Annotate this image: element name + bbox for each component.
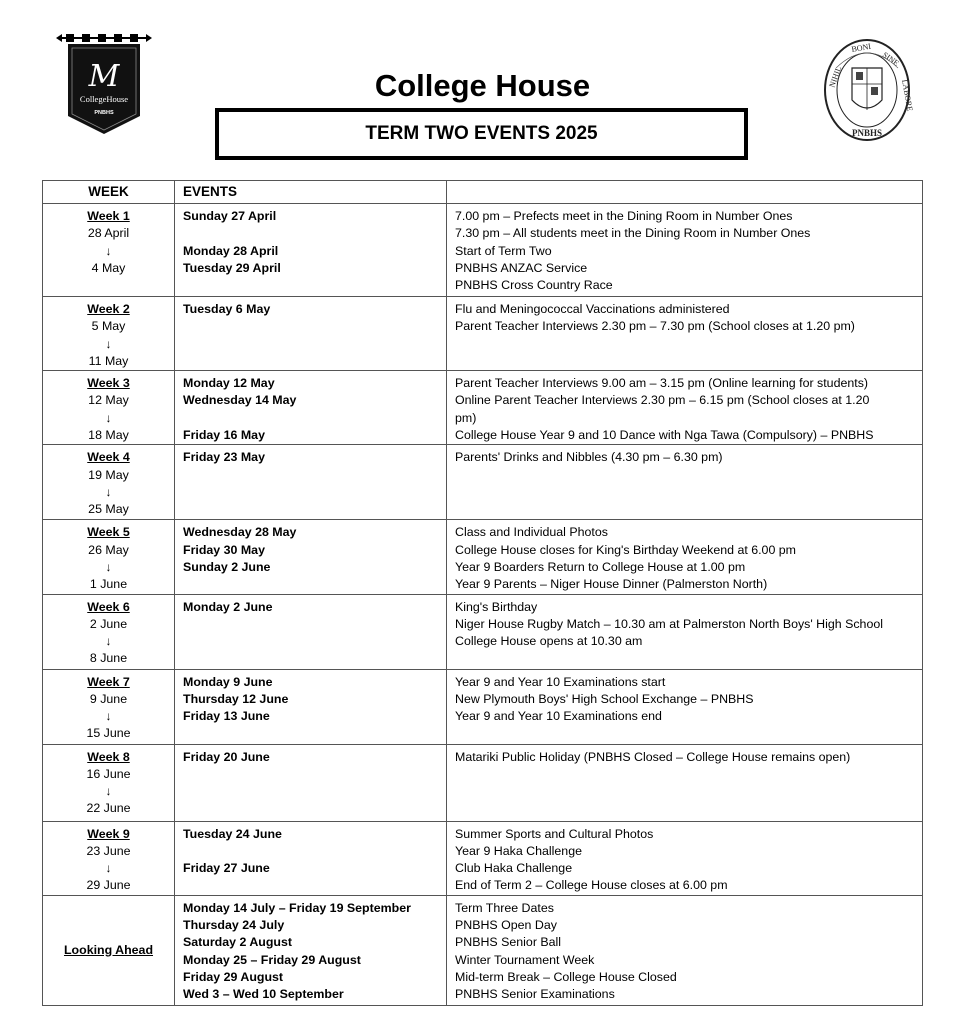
event-date: Friday 23 May xyxy=(183,450,265,465)
table-row xyxy=(43,744,923,821)
event-date: Wednesday 14 May xyxy=(183,393,297,408)
details-cell xyxy=(447,297,923,371)
event-detail: pm) xyxy=(455,410,477,425)
week-end-date: 22 June xyxy=(86,801,131,816)
event-detail: Summer Sports and Cultural Photos xyxy=(455,826,654,841)
week-end-date: 4 May xyxy=(91,260,126,275)
week-end-date: 25 May xyxy=(88,502,129,517)
week-start-date: 12 May xyxy=(88,393,129,408)
event-date: Monday 9 June xyxy=(183,674,273,689)
event-date: Friday 16 May xyxy=(183,428,265,443)
week-label: Week 4 xyxy=(87,450,130,465)
details-cell xyxy=(447,520,923,594)
week-start-date: 2 June xyxy=(89,616,128,631)
event-detail: College House opens at 10.30 am xyxy=(455,634,643,649)
event-date: Friday 20 June xyxy=(183,749,270,764)
event-detail: Club Haka Challenge xyxy=(455,861,573,876)
week-end-date: 18 May xyxy=(88,428,129,443)
event-detail: New Plymouth Boys' High School Exchange – PNBHS xyxy=(455,691,754,706)
event-detail: Year 9 Haka Challenge xyxy=(455,843,582,858)
event-detail: PNBHS Open Day xyxy=(455,918,557,933)
event-detail: Winter Tournament Week xyxy=(455,952,595,967)
week-end-date: 15 June xyxy=(86,726,131,741)
event-detail: Parent Teacher Interviews 2.30 pm – 7.30 pm (School closes at 1.20 pm) xyxy=(455,319,855,334)
event-date xyxy=(183,318,446,335)
down-arrow-icon: ↓ xyxy=(105,709,112,724)
event-detail: 7.30 pm – All students meet in the Dining Room in Number Ones xyxy=(455,226,811,241)
event-detail: Matariki Public Holiday (PNBHS Closed – College House remains open) xyxy=(455,749,851,764)
event-date xyxy=(183,576,446,593)
event-date xyxy=(183,843,446,860)
event-date: Monday 2 June xyxy=(183,599,273,614)
event-detail: Online Parent Teacher Interviews 2.30 pm – 6.15 pm (School closes at 1.20 xyxy=(455,393,870,408)
details-cell xyxy=(447,821,923,895)
week-cell xyxy=(43,821,175,895)
event-date: Saturday 2 August xyxy=(183,935,293,950)
week-start-date: 9 June xyxy=(89,691,128,706)
event-date: Friday 29 August xyxy=(183,969,284,984)
week-end-date: 11 May xyxy=(88,353,129,368)
event-date xyxy=(183,633,446,650)
event-detail: Class and Individual Photos xyxy=(455,525,608,540)
week-label: Week 3 xyxy=(87,376,130,391)
table-row xyxy=(43,445,923,520)
table-row xyxy=(43,371,923,445)
event-date: Friday 13 June xyxy=(183,709,270,724)
event-detail: College House closes for King's Birthday Weekend at 6.00 pm xyxy=(455,542,796,557)
week-cell xyxy=(43,371,175,445)
event-date: Friday 30 May xyxy=(183,542,265,557)
details-cell xyxy=(447,371,923,445)
event-date: Monday 14 July – Friday 19 September xyxy=(183,900,411,915)
week-cell xyxy=(43,204,175,297)
header-events: EVENTS xyxy=(175,181,447,204)
event-date: Wednesday 28 May xyxy=(183,525,297,540)
page-title: College House xyxy=(374,68,591,103)
week-cell xyxy=(43,445,175,520)
event-detail: Year 9 Boarders Return to College House at 1.00 pm xyxy=(455,559,746,574)
events-cell xyxy=(175,594,447,669)
event-date xyxy=(183,877,446,894)
event-date: Monday 25 – Friday 29 August xyxy=(183,952,361,967)
events-cell xyxy=(175,821,447,895)
week-label: Week 1 xyxy=(87,209,130,223)
svg-text:BONI: BONI xyxy=(850,41,872,54)
svg-text:SINE: SINE xyxy=(880,50,901,68)
event-date: Sunday 2 June xyxy=(183,559,271,574)
event-date: Sunday 27 April xyxy=(183,209,277,223)
down-arrow-icon: ↓ xyxy=(105,861,112,876)
week-start-date: 16 June xyxy=(86,766,131,781)
event-date: Tuesday 29 April xyxy=(183,260,281,275)
table-row xyxy=(43,821,923,895)
details-cell xyxy=(447,669,923,744)
week-label: Week 5 xyxy=(87,525,130,540)
event-detail: Year 9 and Year 10 Examinations start xyxy=(455,674,666,689)
event-detail: Parent Teacher Interviews 9.00 am – 3.15 pm (Online learning for students) xyxy=(455,376,869,391)
week-start-date: 19 May xyxy=(88,467,129,482)
header-week: WEEK xyxy=(43,181,175,204)
event-detail: PNBHS Senior Ball xyxy=(455,935,562,950)
down-arrow-icon: ↓ xyxy=(105,634,112,649)
looking-ahead-cell xyxy=(43,895,175,1005)
events-cell xyxy=(175,895,447,1005)
week-start-date: 5 May xyxy=(91,319,126,334)
week-end-date: 8 June xyxy=(89,651,128,666)
event-date xyxy=(183,277,446,294)
details-cell xyxy=(447,594,923,669)
week-cell xyxy=(43,520,175,594)
event-detail: PNBHS ANZAC Service xyxy=(455,260,588,275)
svg-text:M: M xyxy=(88,59,120,94)
event-date xyxy=(183,616,446,633)
week-cell xyxy=(43,594,175,669)
event-date: Tuesday 6 May xyxy=(183,302,271,316)
event-date: Friday 27 June xyxy=(183,861,270,876)
event-detail: Flu and Meningococcal Vaccinations administered xyxy=(455,302,730,316)
looking-ahead-label: Looking Ahead xyxy=(63,942,154,957)
week-label: Week 9 xyxy=(87,826,130,841)
week-cell xyxy=(43,297,175,371)
week-label: Week 2 xyxy=(87,302,130,316)
down-arrow-icon: ↓ xyxy=(105,243,112,258)
events-cell xyxy=(175,669,447,744)
events-cell xyxy=(175,204,447,297)
event-detail: End of Term 2 – College House closes at 6.00 pm xyxy=(455,878,728,893)
down-arrow-icon: ↓ xyxy=(105,784,112,799)
table-row xyxy=(43,594,923,669)
table-row-looking-ahead xyxy=(43,895,923,1005)
week-end-date: 29 June xyxy=(86,878,131,893)
down-arrow-icon: ↓ xyxy=(105,410,112,425)
event-date: Monday 28 April xyxy=(183,243,279,258)
week-end-date: 1 June xyxy=(89,577,128,592)
event-date: Thursday 24 July xyxy=(183,918,285,933)
event-detail: Start of Term Two xyxy=(455,243,552,258)
week-cell xyxy=(43,669,175,744)
header-details xyxy=(447,181,923,204)
week-label: Week 8 xyxy=(87,749,130,764)
events-cell xyxy=(175,520,447,594)
event-date xyxy=(183,410,446,427)
week-label: Week 7 xyxy=(87,674,130,689)
details-cell xyxy=(447,204,923,297)
week-start-date: 23 June xyxy=(86,843,131,858)
events-cell xyxy=(175,297,447,371)
event-detail: Niger House Rugby Match – 10.30 am at Palmerston North Boys' High School xyxy=(455,616,883,631)
down-arrow-icon: ↓ xyxy=(105,484,112,499)
event-detail: Year 9 and Year 10 Examinations end xyxy=(455,709,662,724)
event-date: Wed 3 – Wed 10 September xyxy=(183,987,344,1002)
week-start-date: 28 April xyxy=(87,226,130,241)
event-detail: Mid-term Break – College House Closed xyxy=(455,969,677,984)
events-cell xyxy=(175,371,447,445)
event-detail: PNBHS Senior Examinations xyxy=(455,987,615,1002)
event-detail: College House Year 9 and 10 Dance with Nga Tawa (Compulsory) – PNBHS xyxy=(455,428,874,443)
details-cell xyxy=(447,445,923,520)
event-detail: Year 9 Parents – Niger House Dinner (Palmerston North) xyxy=(455,577,768,592)
event-detail: 7.00 pm – Prefects meet in the Dining Room in Number Ones xyxy=(455,209,793,223)
table-row xyxy=(43,297,923,371)
down-arrow-icon: ↓ xyxy=(105,559,112,574)
events-cell xyxy=(175,445,447,520)
details-cell xyxy=(447,744,923,821)
table-row xyxy=(43,520,923,594)
week-label: Week 6 xyxy=(87,599,130,614)
down-arrow-icon: ↓ xyxy=(105,336,112,351)
week-cell xyxy=(43,744,175,821)
event-detail: King's Birthday xyxy=(455,599,538,614)
svg-text:NIHIL: NIHIL xyxy=(827,65,844,89)
table-row xyxy=(43,669,923,744)
details-cell xyxy=(447,895,923,1005)
event-date: Monday 12 May xyxy=(183,376,275,391)
page-subtitle: TERM TWO EVENTS 2025 xyxy=(215,108,748,160)
svg-text:PNBHS: PNBHS xyxy=(851,128,883,138)
event-date xyxy=(183,225,446,242)
table-header-row xyxy=(43,181,923,204)
event-detail: Parents' Drinks and Nibbles (4.30 pm – 6.30 pm) xyxy=(455,450,723,465)
event-date: Tuesday 24 June xyxy=(183,826,282,841)
event-date: Thursday 12 June xyxy=(183,691,289,706)
event-detail: PNBHS Cross Country Race xyxy=(455,278,613,293)
logo-subtext: PNBHS xyxy=(94,110,114,116)
logo-text: CollegeHouse xyxy=(79,94,129,104)
events-cell xyxy=(175,744,447,821)
svg-text:LABORE: LABORE xyxy=(900,78,915,112)
event-detail: Term Three Dates xyxy=(455,900,554,915)
table-row xyxy=(43,204,923,297)
events-table xyxy=(42,180,923,1006)
week-start-date: 26 May xyxy=(88,542,129,557)
